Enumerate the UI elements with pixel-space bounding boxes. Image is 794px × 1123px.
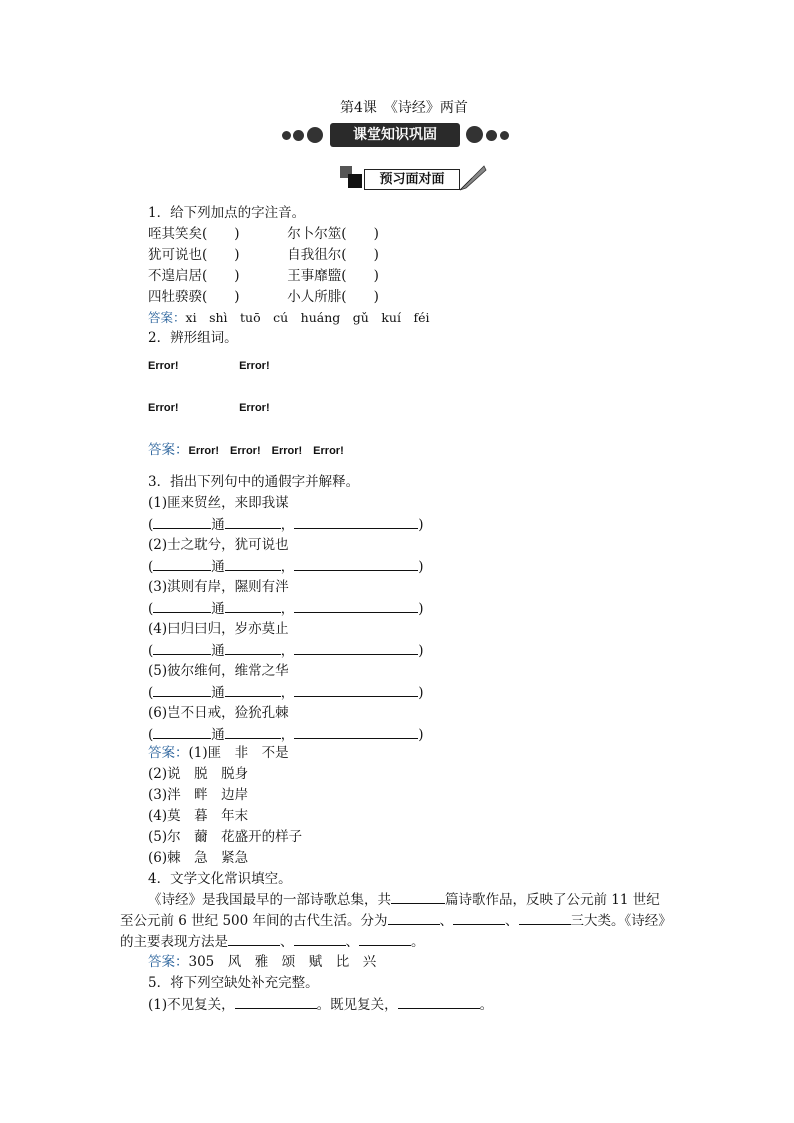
fill-blank[interactable] (294, 642, 418, 655)
q1-row (148, 268, 379, 284)
fill-blank[interactable] (391, 891, 445, 904)
q2-item: Error! (148, 402, 179, 414)
paren-close: ) (418, 643, 424, 659)
comma: ， (280, 601, 295, 617)
q3-answer (148, 745, 289, 761)
fill-blank[interactable] (225, 516, 281, 529)
q4-text: 《诗经》是我国最早的一部诗歌总集，共 (148, 892, 391, 908)
q3-item: (5)彼尔维何，维常之华 (148, 663, 289, 679)
q2-item: Error! (239, 360, 270, 372)
q2-answer (148, 442, 344, 458)
fill-blank[interactable] (388, 912, 440, 925)
q3-answer-item: (6)棘 急 紧急 (148, 850, 249, 866)
q2-item: Error! (239, 402, 270, 414)
lesson-title: 第4课 《诗经》两首 (340, 100, 468, 116)
q4-line (120, 933, 425, 950)
paren-open: ( (148, 601, 154, 617)
period: 。 (479, 997, 494, 1013)
separator: 、 (345, 934, 359, 950)
subsection-label: 预习面对面 (364, 169, 460, 190)
fill-blank[interactable] (398, 996, 480, 1009)
tong-label: 通 (211, 643, 225, 659)
fill-blank[interactable] (453, 912, 505, 925)
tong-label: 通 (211, 601, 225, 617)
q4-text: 的主要表现方法是 (120, 934, 228, 950)
q3-fill-line (148, 600, 424, 617)
answer-label: 答案： (148, 310, 186, 325)
squares-icon (340, 166, 362, 188)
q2-prompt: 2．辨形组词。 (148, 330, 238, 346)
q1-row (148, 247, 379, 263)
q4-prompt: 4．文学文化常识填空。 (148, 871, 292, 887)
q4-text: 篇诗歌作品，反映了公元前 11 世纪 (445, 892, 660, 908)
fill-blank[interactable] (235, 996, 317, 1009)
q3-item: (2)士之耽兮，犹可说也 (148, 537, 289, 553)
fill-blank[interactable] (359, 933, 411, 946)
fill-blank[interactable] (294, 933, 346, 946)
q1-item: 咥其笑矣( ) (148, 226, 240, 242)
fill-blank[interactable] (519, 912, 571, 925)
fill-blank[interactable] (294, 726, 418, 739)
q1-item: 尔卜尔筮( ) (287, 226, 379, 242)
fill-blank[interactable] (294, 516, 418, 529)
q3-fill-line (148, 516, 424, 533)
paren-open: ( (148, 685, 154, 701)
q1-item: 不遑启居( ) (148, 268, 240, 284)
section-banner (280, 122, 530, 148)
q1-answer (148, 310, 429, 325)
paren-close: ) (418, 601, 424, 617)
paren-close: ) (418, 727, 424, 743)
q4-answer-text: 305 风 雅 颂 赋 比 兴 (188, 954, 377, 970)
separator: 、 (439, 913, 454, 929)
q1-item: 四牡骙骙( ) (148, 289, 240, 305)
decor-dot-icon (293, 130, 304, 141)
q3-fill-line (148, 726, 424, 743)
fill-blank[interactable] (153, 516, 211, 529)
period: 。 (411, 934, 425, 950)
fill-blank[interactable] (153, 558, 211, 571)
tong-label: 通 (211, 727, 225, 743)
q1-item: 王事靡盬( ) (287, 268, 379, 284)
comma: ， (280, 559, 295, 575)
decor-dot-icon (466, 126, 483, 143)
q3-item: (1)匪来贸丝，来即我谋 (148, 495, 289, 511)
fill-blank[interactable] (153, 726, 211, 739)
q5-prompt: 5．将下列空缺处补充完整。 (148, 975, 319, 991)
q1-row (148, 226, 379, 242)
q3-item: (6)岂不日戒，猃狁孔棘 (148, 705, 289, 721)
q3-fill-line (148, 642, 424, 659)
separator: 、 (505, 913, 519, 929)
q5-text: 。既见复关， (316, 997, 398, 1013)
comma: ， (280, 643, 295, 659)
q4-text: 至公元前 6 世纪 500 年间的古代生活。分为 (120, 913, 388, 929)
fill-blank[interactable] (153, 642, 211, 655)
answer-label: 答案： (148, 442, 189, 458)
q3-answer-item: (3)泮 畔 边岸 (148, 787, 249, 803)
q2-item: Error! (148, 360, 179, 372)
comma: ， (280, 685, 295, 701)
fill-blank[interactable] (225, 726, 281, 739)
subsection-header (340, 164, 490, 192)
fill-blank[interactable] (225, 600, 281, 613)
q4-line (148, 891, 660, 908)
decor-dot-icon (500, 131, 509, 140)
q1-item: 犹可说也( ) (148, 247, 240, 263)
fill-blank[interactable] (225, 684, 281, 697)
fill-blank[interactable] (153, 684, 211, 697)
fill-blank[interactable] (294, 600, 418, 613)
tong-label: 通 (211, 685, 225, 701)
separator: 、 (280, 934, 294, 950)
comma: ， (280, 517, 295, 533)
fill-blank[interactable] (294, 558, 418, 571)
comma: ， (280, 727, 295, 743)
fill-blank[interactable] (225, 558, 281, 571)
q3-item: (3)淇则有岸，隰则有泮 (148, 579, 289, 595)
decor-dot-icon (307, 127, 323, 143)
q4-answer (148, 954, 376, 970)
quill-icon (458, 164, 488, 192)
fill-blank[interactable] (153, 600, 211, 613)
q1-item: 小人所腓( ) (287, 289, 379, 305)
q3-answer-item: (5)尔 薾 花盛开的样子 (148, 829, 303, 845)
q1-item: 自我徂尔( ) (287, 247, 379, 263)
tong-label: 通 (211, 517, 225, 533)
q3-answer-item: (2)说 脱 脱身 (148, 766, 249, 782)
q1-prompt: 1．给下列加点的字注音。 (148, 205, 306, 221)
q2-row (148, 402, 270, 415)
decor-dot-icon (282, 131, 291, 140)
q2-row (148, 360, 270, 373)
tong-label: 通 (211, 559, 225, 575)
q3-prompt: 3．指出下列句中的通假字并解释。 (148, 474, 360, 490)
paren-open: ( (148, 517, 154, 533)
decor-dot-icon (486, 130, 497, 141)
q3-answer-item: (4)莫 暮 年末 (148, 808, 249, 824)
paren-close: ) (418, 685, 424, 701)
paren-close: ) (418, 517, 424, 533)
paren-open: ( (148, 727, 154, 743)
q4-line (120, 912, 672, 929)
answer-label: 答案： (148, 954, 189, 970)
q3-answer-item: (1)匪 非 不是 (188, 745, 289, 761)
q4-text: 三大类。《诗经》 (570, 913, 672, 929)
fill-blank[interactable] (225, 642, 281, 655)
fill-blank[interactable] (228, 933, 280, 946)
answer-label: 答案： (148, 745, 189, 761)
section-banner-label: 课堂知识巩固 (330, 123, 460, 147)
q5-line (148, 996, 493, 1013)
fill-blank[interactable] (294, 684, 418, 697)
q2-answer-text: Error! Error! Error! Error! (188, 445, 344, 457)
paren-open: ( (148, 559, 154, 575)
q1-row (148, 289, 379, 305)
q5-text: (1)不见复关， (148, 997, 235, 1013)
paren-close: ) (418, 559, 424, 575)
q1-answer-text: xi shì tuō cú huáng gǔ kuí féi (185, 310, 430, 325)
q3-fill-line (148, 684, 424, 701)
q3-item: (4)曰归曰归，岁亦莫止 (148, 621, 289, 637)
paren-open: ( (148, 643, 154, 659)
q3-fill-line (148, 558, 424, 575)
